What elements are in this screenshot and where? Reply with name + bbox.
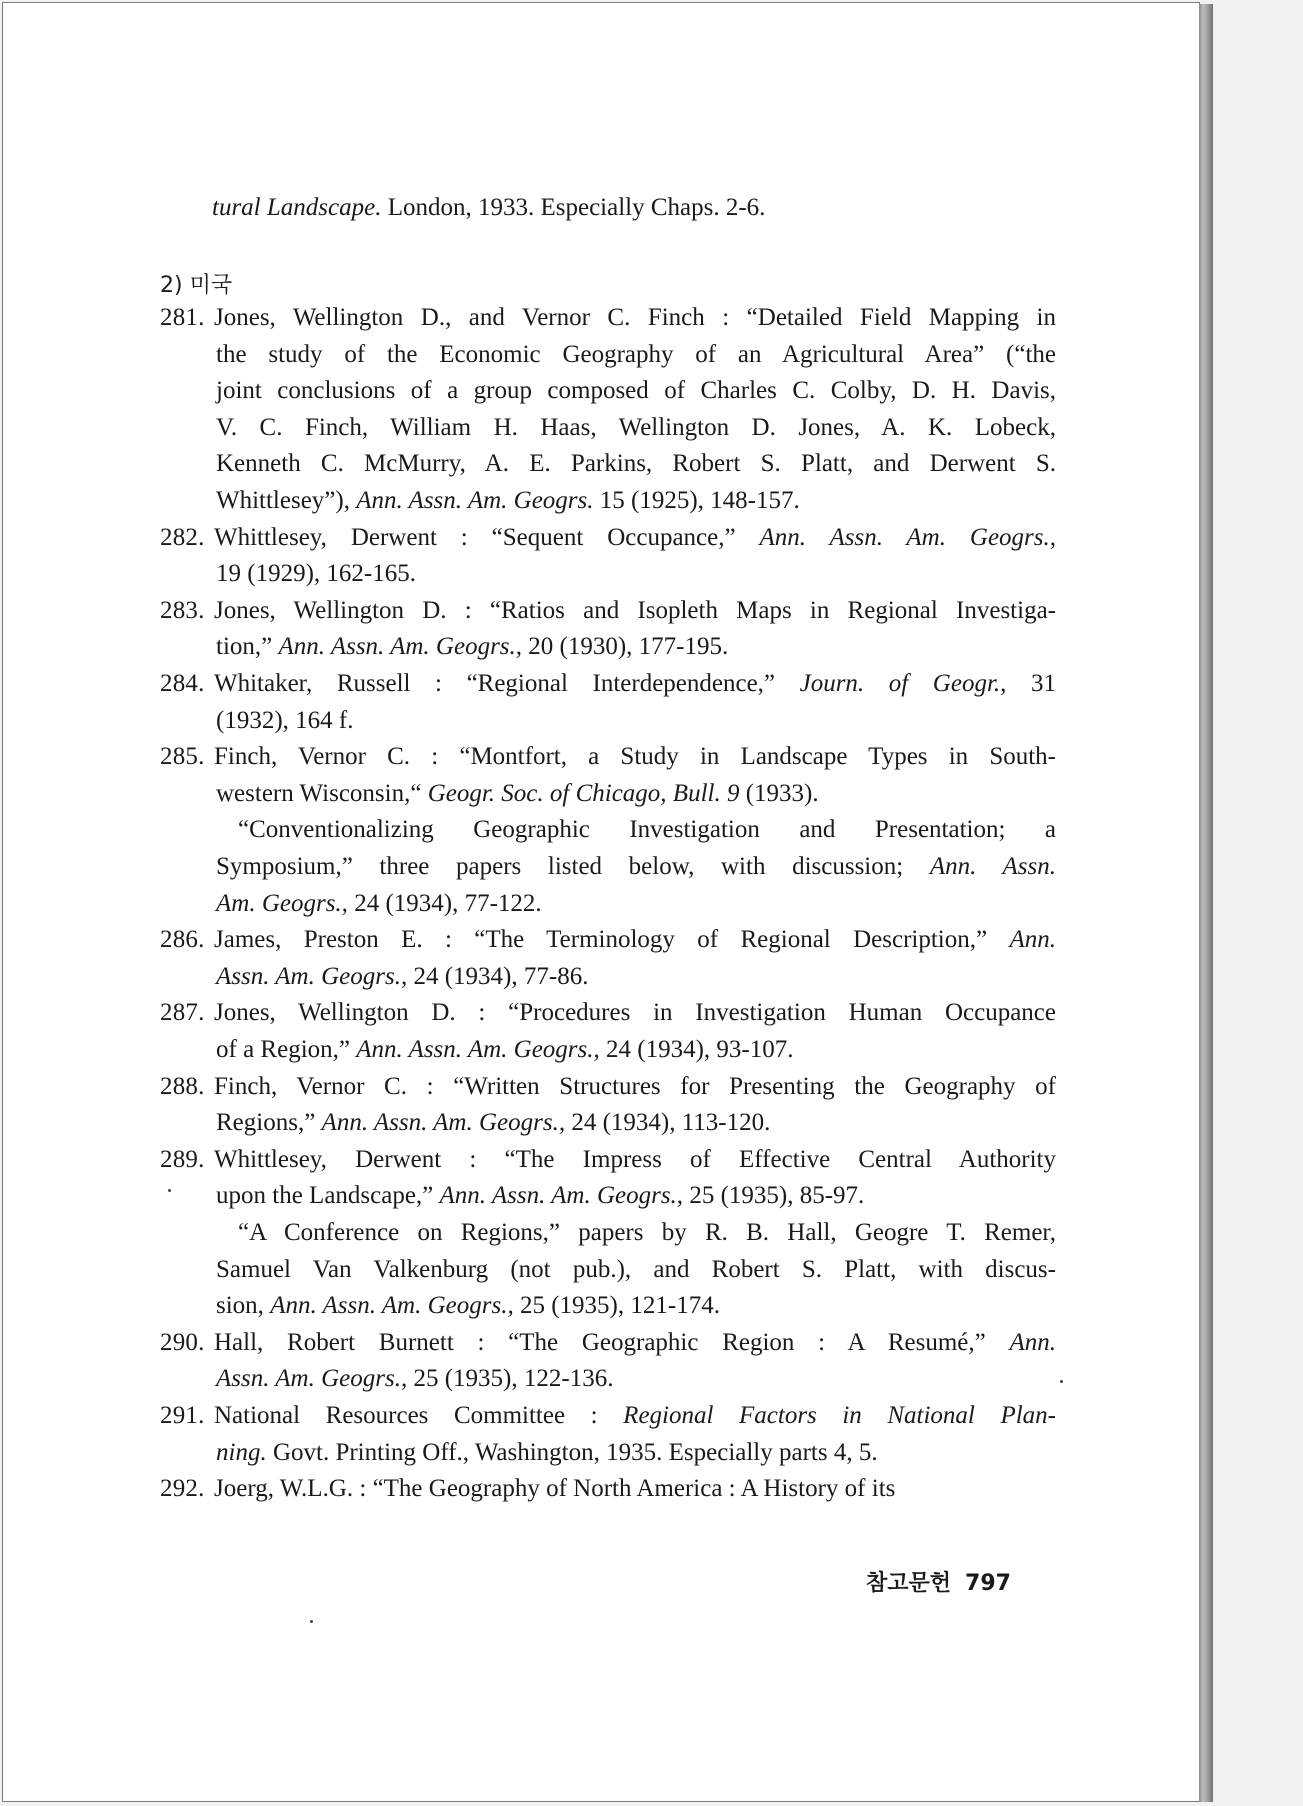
- reference-segment: (1932), 164 f.: [216, 706, 354, 734]
- reference-line: [214, 520, 1056, 557]
- reference-number: 281.: [160, 304, 205, 331]
- reference-segment: Jones, Wellington D. : “Ratios and Isopleth Maps in Regional Investiga-: [214, 596, 1056, 624]
- reference-number: 285.: [160, 743, 205, 771]
- reference-italic-segment: Ann. Assn. Am. Geogrs.,: [321, 1109, 566, 1137]
- reference-line: [214, 922, 1056, 959]
- reference-line: [216, 1032, 794, 1069]
- reference-italic-segment: Assn. Am. Geogrs.,: [216, 1365, 408, 1393]
- reference-segment: 15 (1925), 148-157.: [593, 487, 800, 514]
- reference-segment: Whittlesey, Derwent : “The Impress of Effective Central Authority: [214, 1145, 1056, 1173]
- reference-segment: of a Region,”: [216, 1036, 357, 1063]
- reference-segment: Joerg, W.L.G. : “The Geography of North America : A History of its: [214, 1475, 896, 1503]
- reference-line: [214, 666, 1056, 703]
- reference-segment: 20 (1930), 177-195.: [522, 633, 729, 661]
- reference-line: [216, 1178, 864, 1215]
- reference-line: [214, 739, 1056, 776]
- reference-italic-segment: Ann. Assn. Am. Geogrs.,: [356, 1036, 600, 1063]
- reference-segment: 31: [1006, 670, 1056, 697]
- reference-segment: Whitaker, Russell : “Regional Interdependence,”: [214, 670, 800, 697]
- top-fragment-italic: tural Landscape.: [212, 194, 382, 221]
- reference-italic-segment: Journ. of Geogr.,: [799, 670, 1007, 697]
- reference-segment: 24 (1934), 77-122.: [347, 889, 542, 917]
- reference-segment: 24 (1934), 77-86.: [407, 962, 589, 990]
- reference-line: [238, 812, 1056, 849]
- top-fragment-line: [212, 190, 765, 227]
- reference-italic-segment: Regional Factors in National Plan-: [623, 1402, 1056, 1429]
- reference-segment: 25 (1935), 122-136.: [407, 1365, 614, 1393]
- reference-line: [214, 1069, 1056, 1106]
- reference-segment: Govt. Printing Off., Washington, 1935. Especially parts 4, 5.: [266, 1438, 878, 1466]
- reference-segment: James, Preston E. : “The Terminology of Regional Description,”: [214, 926, 1010, 954]
- reference-line: [216, 1361, 613, 1398]
- reference-line: [216, 776, 819, 813]
- reference-segment: 19 (1929), 162-165.: [216, 560, 416, 588]
- reference-segment: “A Conference on Regions,” papers by R. B. Hall, Geogre T. Remer,: [238, 1219, 1056, 1246]
- reference-line: [216, 483, 800, 520]
- reference-segment: Whittlesey, Derwent : “Sequent Occupance,”: [214, 523, 760, 551]
- reference-line: [216, 410, 1056, 447]
- reference-italic-segment: ning.: [216, 1438, 267, 1466]
- speck-mark: [310, 1620, 313, 1623]
- speck-mark: [168, 1189, 171, 1192]
- reference-number: 292.: [160, 1475, 205, 1503]
- reference-italic-segment: Ann. Assn.: [929, 853, 1056, 880]
- reference-line: [216, 849, 1056, 886]
- reference-italic-segment: Ann. Assn. Am. Geogrs.: [356, 487, 594, 514]
- reference-italic-segment: Ann. Assn. Am. Geogrs.,: [439, 1182, 684, 1210]
- reference-segment: sion,: [216, 1292, 271, 1320]
- reference-number: 289.: [160, 1145, 205, 1173]
- reference-segment: 24 (1934), 93-107.: [599, 1036, 794, 1063]
- reference-italic-segment: Ann. Assn. Am. Geogrs.,: [270, 1292, 514, 1320]
- reference-segment: Finch, Vernor C. : “Written Structures for Presenting the Geography of: [214, 1072, 1056, 1100]
- reference-segment: Jones, Wellington D., and Vernor C. Finch : “Detailed Field Mapping in: [214, 304, 1056, 331]
- reference-number: 283.: [160, 596, 205, 624]
- reference-line: [214, 1471, 895, 1508]
- reference-italic-segment: Ann. Assn. Am. Geogrs.,: [278, 633, 523, 661]
- reference-italic-segment: Ann.: [1009, 926, 1056, 954]
- page-edge-shadow: [1199, 4, 1213, 1802]
- reference-line: [216, 703, 353, 740]
- reference-italic-segment: Ann. Assn. Am. Geogrs.,: [759, 523, 1056, 551]
- reference-segment: 25 (1935), 121-174.: [513, 1292, 720, 1320]
- reference-italic-segment: Ann.: [1009, 1328, 1056, 1356]
- reference-segment: “Conventionalizing Geographic Investigation and Presentation; a: [238, 816, 1056, 844]
- top-fragment-rest: London, 1933. Especially Chaps. 2-6.: [381, 194, 766, 221]
- reference-line: [214, 300, 1056, 337]
- reference-number: 291.: [160, 1402, 205, 1429]
- reference-segment: Hall, Robert Burnett : “The Geographic Region : A Resumé,”: [214, 1328, 1010, 1356]
- reference-number: 282.: [160, 523, 205, 551]
- reference-line: [216, 629, 728, 666]
- reference-segment: upon the Landscape,”: [216, 1182, 440, 1210]
- reference-segment: (1933).: [739, 779, 819, 807]
- reference-line: [214, 1398, 1056, 1435]
- reference-line: [216, 1105, 770, 1142]
- reference-line: [216, 1435, 878, 1472]
- reference-segment: Regions,”: [216, 1109, 322, 1137]
- reference-segment: 24 (1934), 113-120.: [565, 1109, 771, 1137]
- reference-line: [214, 1142, 1056, 1179]
- reference-segment: 25 (1935), 85-97.: [683, 1182, 865, 1210]
- reference-segment: Symposium,” three papers listed below, with discussion;: [216, 853, 930, 880]
- reference-segment: V. C. Finch, William H. Haas, Wellington D. Jones, A. K. Lobeck,: [216, 413, 1056, 441]
- reference-segment: Whittlesey”),: [216, 487, 357, 514]
- reference-line: [216, 337, 1056, 374]
- reference-line: [216, 556, 416, 593]
- reference-segment: the study of the Economic Geography of an Agricultural Area” (“the: [216, 340, 1056, 368]
- reference-number: 287.: [160, 999, 205, 1027]
- reference-segment: National Resources Committee :: [214, 1402, 624, 1429]
- reference-line: [216, 1288, 720, 1325]
- reference-number: 288.: [160, 1072, 205, 1100]
- reference-segment: joint conclusions of a group composed of Charles C. Colby, D. H. Davis,: [216, 377, 1056, 405]
- reference-line: [216, 373, 1056, 410]
- reference-segment: Samuel Van Valkenburg (not pub.), and Robert S. Platt, with discus-: [216, 1255, 1056, 1283]
- reference-line: [214, 593, 1056, 630]
- footer-section-title: 참고문헌: [866, 1571, 952, 1596]
- reference-italic-segment: Assn. Am. Geogrs.,: [216, 962, 408, 990]
- reference-line: [216, 886, 542, 923]
- reference-segment: Finch, Vernor C. : “Montfort, a Study in Landscape Types in South-: [214, 743, 1056, 771]
- reference-line: [214, 995, 1056, 1032]
- speck-mark: [1060, 1380, 1063, 1383]
- reference-line: [216, 446, 1056, 483]
- section-heading: 2) 미국: [160, 273, 233, 298]
- page-number: 797: [965, 1571, 1011, 1596]
- reference-number: 284.: [160, 670, 205, 697]
- reference-italic-segment: Am. Geogrs.,: [216, 889, 348, 917]
- reference-segment: Jones, Wellington D. : “Procedures in Investigation Human Occupance: [214, 999, 1056, 1027]
- reference-number: 286.: [160, 926, 205, 954]
- reference-segment: tion,”: [216, 633, 279, 661]
- reference-line: [216, 1252, 1056, 1289]
- reference-segment: Kenneth C. McMurry, A. E. Parkins, Robert S. Platt, and Derwent S.: [216, 450, 1056, 478]
- page-footer: [866, 1566, 1011, 1597]
- reference-italic-segment: Geogr. Soc. of Chicago, Bull. 9: [427, 779, 740, 807]
- reference-segment: western Wisconsin,“: [216, 779, 428, 807]
- reference-line: [238, 1215, 1056, 1252]
- reference-number: 290.: [160, 1328, 205, 1356]
- reference-line: [216, 959, 588, 996]
- reference-line: [214, 1325, 1056, 1362]
